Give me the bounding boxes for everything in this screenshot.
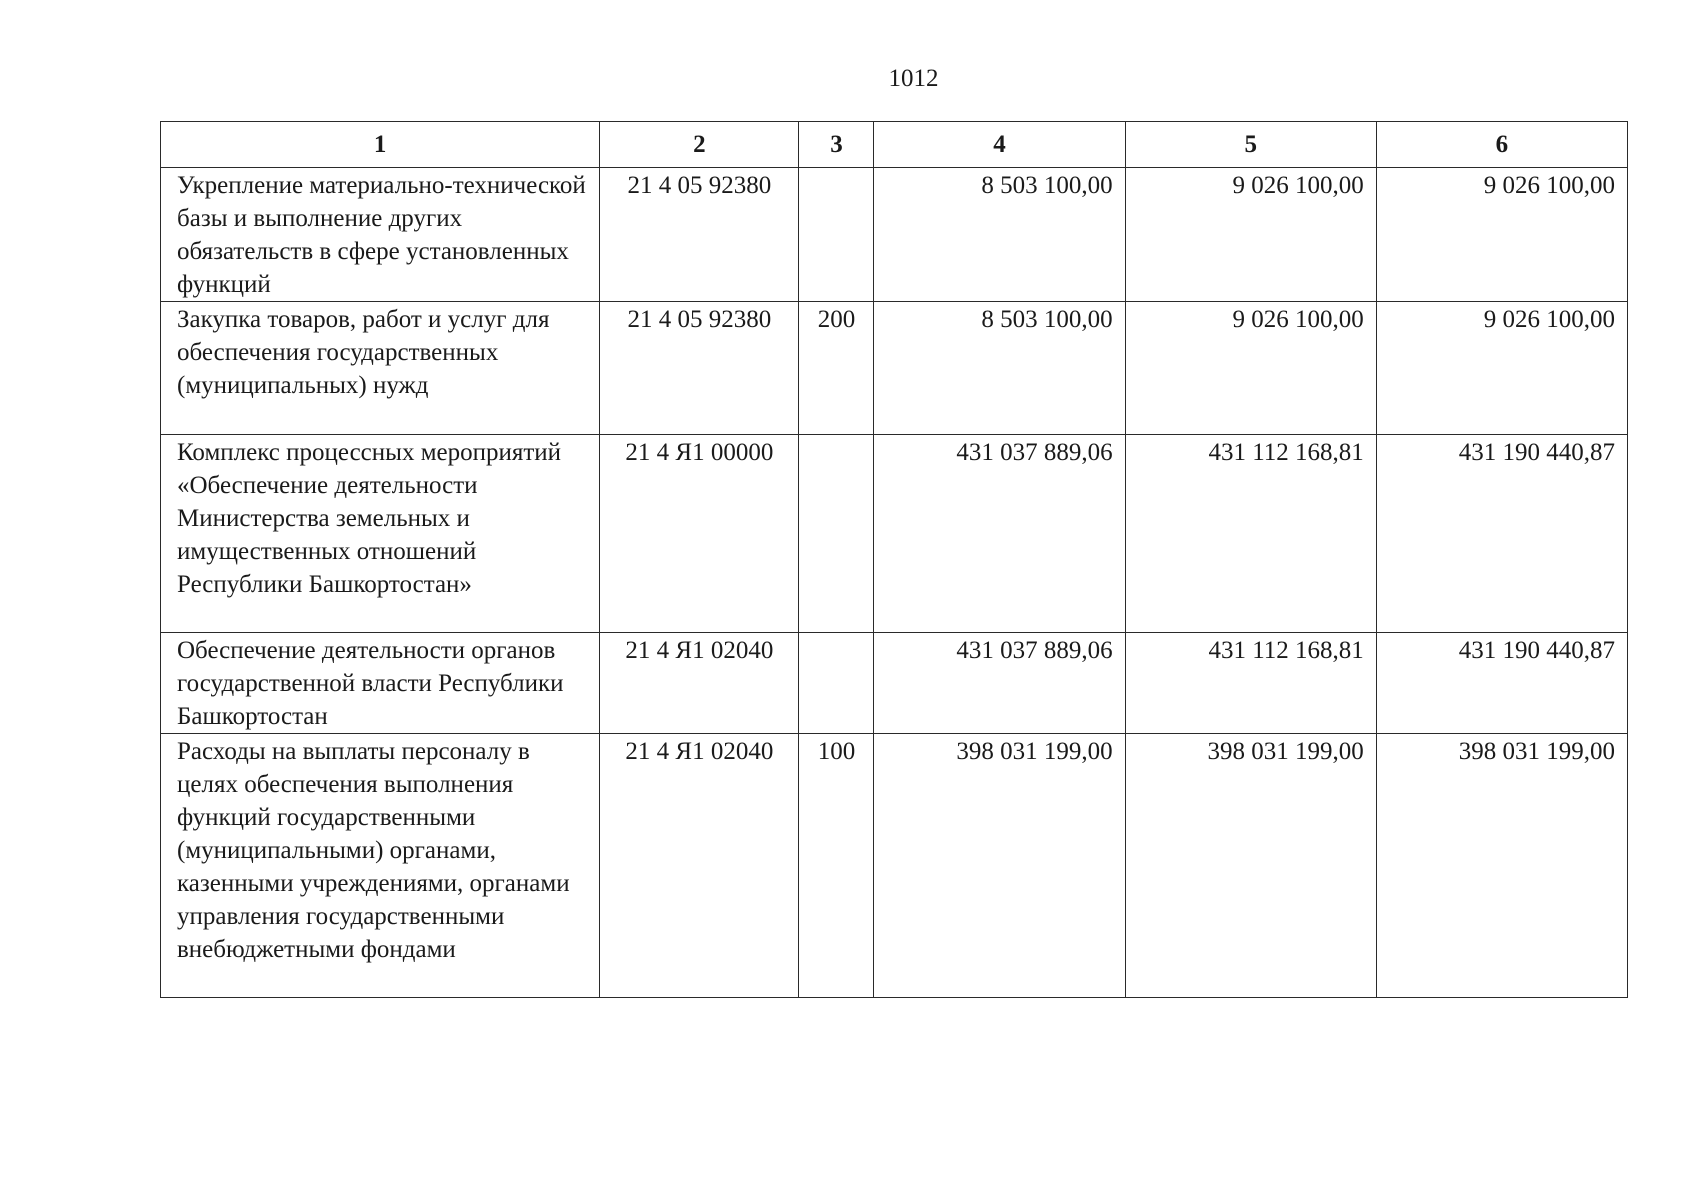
table-row — [161, 633, 1628, 734]
header-col-6: 6 — [1376, 122, 1627, 168]
row-code: 21 4 Я1 02040 — [600, 734, 799, 998]
header-col-3: 3 — [799, 122, 874, 168]
row-code: 21 4 05 92380 — [600, 168, 799, 302]
row-type: 100 — [799, 734, 874, 998]
row-code: 21 4 05 92380 — [600, 302, 799, 435]
row-amount-4: 398 031 199,00 — [874, 734, 1125, 998]
header-col-4: 4 — [874, 122, 1125, 168]
row-code: 21 4 Я1 02040 — [600, 633, 799, 734]
row-amount-6: 431 190 440,87 — [1376, 633, 1627, 734]
row-type: 200 — [799, 302, 874, 435]
row-name: Закупка товаров, работ и услуг для обеспечения государственных (муниципальных) нужд — [161, 302, 600, 435]
row-amount-4: 431 037 889,06 — [874, 633, 1125, 734]
page-number: 1012 — [888, 65, 939, 92]
table-row — [161, 734, 1628, 998]
row-amount-6: 9 026 100,00 — [1376, 302, 1627, 435]
row-amount-5: 431 112 168,81 — [1125, 633, 1376, 734]
header-col-5: 5 — [1125, 122, 1376, 168]
row-amount-6: 431 190 440,87 — [1376, 435, 1627, 633]
row-type — [799, 633, 874, 734]
header-col-1: 1 — [161, 122, 600, 168]
row-name: Комплекс процессных мероприятий «Обеспечение деятельности Министерства земельных и имущественных отношений Республики Башкортостан» — [161, 435, 600, 633]
table-row — [161, 302, 1628, 435]
row-name: Укрепление материально-технической базы и выполнение других обязательств в сфере установленных функций — [161, 168, 600, 302]
row-amount-6: 398 031 199,00 — [1376, 734, 1627, 998]
row-amount-4: 431 037 889,06 — [874, 435, 1125, 633]
row-amount-5: 9 026 100,00 — [1125, 168, 1376, 302]
header-col-2: 2 — [600, 122, 799, 168]
row-name: Обеспечение деятельности органов государственной власти Республики Башкортостан — [161, 633, 600, 734]
row-code: 21 4 Я1 00000 — [600, 435, 799, 633]
row-amount-4: 8 503 100,00 — [874, 168, 1125, 302]
row-amount-5: 9 026 100,00 — [1125, 302, 1376, 435]
row-amount-6: 9 026 100,00 — [1376, 168, 1627, 302]
table-header-row — [161, 122, 1628, 168]
table-row — [161, 168, 1628, 302]
budget-table — [160, 121, 1628, 998]
row-type — [799, 168, 874, 302]
row-amount-5: 398 031 199,00 — [1125, 734, 1376, 998]
row-name: Расходы на выплаты персоналу в целях обеспечения выполнения функций государственными (муниципальными) органами, казенными учреждениями, органами управления государственными внебюджетными фондами — [161, 734, 600, 998]
row-type — [799, 435, 874, 633]
row-amount-4: 8 503 100,00 — [874, 302, 1125, 435]
table-row — [161, 435, 1628, 633]
row-amount-5: 431 112 168,81 — [1125, 435, 1376, 633]
